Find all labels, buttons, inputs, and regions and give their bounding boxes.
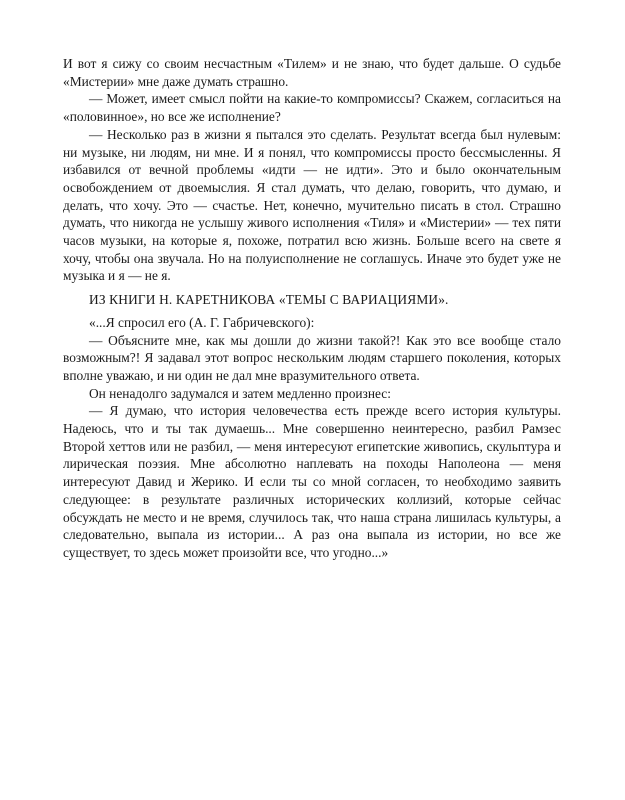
- paragraph-7: — Я думаю, что история человечества есть прежде всего история культуры. Надеюсь, что и ты так думаешь... Мне совершенно неинтересно, разбил Рамзес Второй хеттов или не разбил, — меня интересуют египетские живопись, скульптура и лирическая поэзия. Мне абсолютно наплевать на походы Наполеона — меня интересуют Давид и Жерико. И если ты со мной согласен, то необходимо заявить следующее: в результате различных исторических коллизий, которые сейчас обсуждать не место и не время, случилось так, что наша страна лишилась культуры, а следовательно, выпала из истории... А раз она выпала из истории, но все же существует, то здесь может произойти все, что угодно...»: [63, 403, 561, 560]
- section-heading: ИЗ КНИГИ Н. КАРЕТНИКОВА «ТЕМЫ С ВАРИАЦИЯМИ».: [89, 292, 449, 308]
- paragraph-5: — Объясните мне, как мы дошли до жизни такой?! Как это все вообще стало возможным?! Я задавал этот вопрос нескольким людям старшего поколения, которых вполне уважаю, и ни один не дал мне вразумительного ответа.: [63, 332, 561, 383]
- paragraph-4: «...Я спросил его (А. Г. Габричевского):: [89, 314, 315, 330]
- paragraph-6: Он ненадолго задумался и затем медленно произнес:: [89, 385, 391, 401]
- paragraph-1: И вот я сижу со своим несчастным «Тилем» и не знаю, что будет дальше. О судьбе «Мистерии» мне даже думать страшно.: [63, 56, 561, 89]
- paragraph-3: — Несколько раз в жизни я пытался это сделать. Результат всегда был нулевым: ни музыке, ни людям, ни мне. И я понял, что компромиссы просто бессмысленны. Я избавился от вечной проблемы «идти — не идти». Это и было окончательным освобождением от двоемыслия. Я стал думать, что делаю, говорить, что думаю, и делать, что хочу. Это — счастье. Нет, конечно, мучительно писать в стол. Страшно думать, что никогда не услышу живого исполнения «Тиля» и «Мистерии» — тех пяти часов музыки, на которые я, похоже, потратил всю жизнь. Больше всего на свете я хочу, чтобы она звучала. Но на полуисполнение не соглашусь. Иначе это будет уже не музыка и я — не я.: [63, 126, 561, 284]
- paragraph-2: — Может, имеет смысл пойти на какие-то компромиссы? Скажем, согласиться на «половинное», но все же исполнение?: [63, 91, 561, 125]
